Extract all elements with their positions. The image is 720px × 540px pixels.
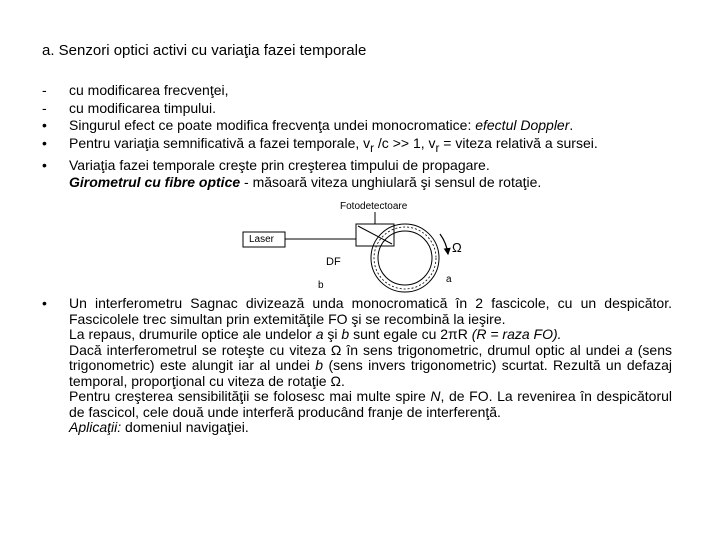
item-text: Singurul efect ce poate modifica frecvenţa undei monocromatice: [69, 117, 476, 133]
wave-b-label: b [318, 280, 324, 291]
bullet-marker: • [42, 117, 47, 133]
photodetector-label: Fotodetectoare [340, 201, 408, 212]
fiber-coil-dashed [374, 227, 436, 289]
item-text: cu modificarea timpului. [69, 99, 217, 116]
list-item [42, 135, 682, 157]
item-text: Variaţia fazei temporale creşte prin creşterea timpului de propagare. [69, 156, 490, 173]
item-text: /c >> 1, v [374, 134, 436, 151]
bullet-marker: • [42, 134, 47, 151]
item-text: cu modificarea frecvenţei, [69, 82, 229, 98]
item-text: Pentru variaţia semnificativă a fazei temporale, v [69, 134, 371, 151]
gyroscope-desc: - măsoară viteza unghiulară şi sensul de rotaţie. [240, 174, 542, 191]
omega-label: Ω [452, 240, 462, 255]
paragraph-2: La repaus, drumurile optice ale undelor a şi b sunt egale cu 2πR (R = raza FO). [69, 326, 562, 342]
subscript: r [370, 141, 375, 155]
item-text: = viteza relativă a sursei. [439, 134, 598, 151]
gyroscope-heading [42, 174, 682, 192]
sagnac-diagram [240, 198, 480, 294]
sagnac-description [42, 296, 672, 436]
paragraph-5: Aplicaţii: domeniul navigaţiei. [69, 419, 249, 435]
paragraph-3: Dacă interferometrul se roteşte cu viteza Ω în sens trigonometric, drumul optic al undei a (sens trigonometric) este alungit iar al undei b (sens invers trigonometric) scurtat. Rezultă un defazaj temporal, proporţional cu viteza de rotaţie Ω. [69, 341, 673, 389]
feature-list [42, 82, 682, 192]
paragraph-4: Pentru creşterea sensibilităţii se folosesc mai multe spire N, de FO. La revenirea în despicătorul de fascicol, cele două unde interferă producând franje de interferenţă. [69, 388, 673, 420]
dash-marker: - [42, 99, 47, 116]
subscript: r [435, 141, 440, 155]
dash-marker: - [42, 82, 47, 98]
bullet-marker: • [42, 295, 47, 311]
list-item [42, 100, 682, 118]
wave-a-label: a [446, 274, 452, 285]
bullet-marker: • [42, 156, 47, 173]
laser-label: Laser [249, 234, 275, 245]
paragraph-1: Un interferometru Sagnac divizează unda monocromatică în 2 fascicole, cu un despicător. Fascicolele trec simultan prin extemităţile FO şi se recombină la ieşire. [69, 295, 672, 327]
item-text-end: . [569, 117, 574, 133]
slide-title: a. Senzori optici activi cu variaţia fazei temporale [42, 42, 367, 59]
fiber-coil-outer [371, 224, 439, 292]
gyroscope-title: Girometrul cu fibre optice [69, 174, 241, 191]
list-item [42, 117, 682, 135]
fiber-coil-inner [378, 231, 432, 285]
list-item [42, 296, 672, 436]
item-emphasis: efectul Doppler [475, 117, 570, 133]
list-item [42, 82, 682, 100]
diagram-drawing [240, 198, 480, 294]
df-label: DF [326, 256, 341, 268]
list-item [42, 157, 682, 175]
rotation-arrow [440, 234, 448, 254]
